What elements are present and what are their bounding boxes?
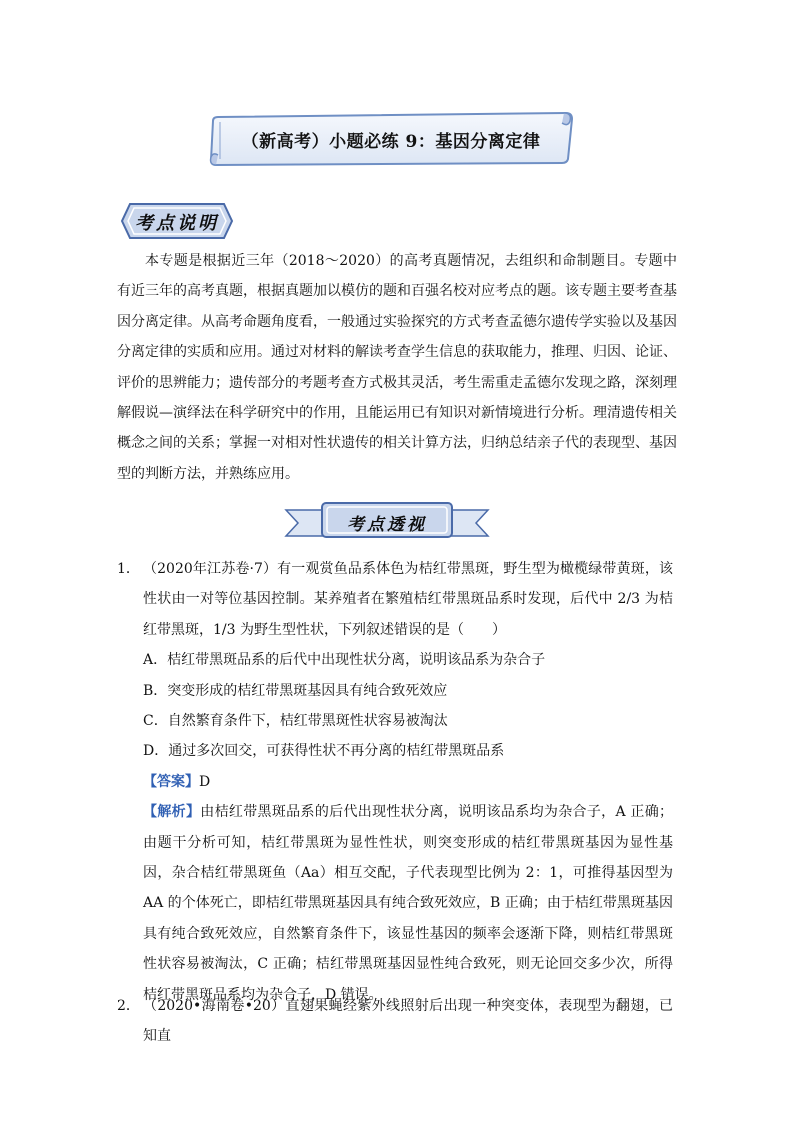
option-d: D．通过多次回交，可获得性状不再分离的桔红带黑斑品系 <box>143 743 505 760</box>
option-b: B．突变形成的桔红带黑斑基因具有纯合致死效应 <box>143 682 448 699</box>
section-title-explain: 考点说明 <box>135 213 219 234</box>
answer-tag: 【答案】 <box>143 773 199 790</box>
question-1 <box>117 554 677 1010</box>
question-stem: （2020年江苏卷·7）有一观赏鱼品系体色为桔红带黑斑，野生型为橄榄绿带黄斑，该性状由一对等位基因控制。某养殖者在繁殖桔红带黑斑品系时发现，后代中 2/3 为桔红带黑斑，1/3 为野生型性状，下列叙述错误的是（ ） <box>143 561 673 638</box>
question-number: 2． <box>117 998 140 1014</box>
question-stem: （2020•海南卷•20）直翅果蝇经紫外线照射后出现一种突变体，表现型为翻翅，已知直 <box>143 998 673 1045</box>
question-number: 1． <box>117 561 140 577</box>
answer-value: D <box>199 773 211 790</box>
answer-line <box>117 767 673 797</box>
option-c: C．自然繁育条件下，桔红带黑斑性状容易被淘汰 <box>143 713 448 730</box>
title-banner <box>208 109 574 167</box>
section-title-focus: 考点透视 <box>347 515 427 535</box>
question-2 <box>117 991 677 1052</box>
page-title: （新高考）小题必练 9：基因分离定律 <box>241 132 541 152</box>
analysis-block <box>117 797 673 1010</box>
analysis-tag: 【解析】 <box>143 804 201 821</box>
analysis-text: 由桔红带黑斑品系的后代出现性状分离，说明该品系均为杂合子，A 正确；由题干分析可知，桔红带黑斑为显性性状，则突变形成的桔红带黑斑基因为显性基因，杂合桔红带黑斑鱼（Aa）相互交配，子代表现型比例为 2：1，可推得基因型为 AA 的个体死亡，即桔红带黑斑基因具有纯合致死效应，B 正确；由于桔红带黑斑基因具有纯合致死效应，自然繁育条件下，该显性基因的频率会逐渐下降，则桔红带黑斑性状容易被淘汰，C 正确；桔红带黑斑基因显性纯合致死，则无论回交多少次，所得桔红带黑斑品系均为杂合子，D 错误。 <box>143 804 674 1003</box>
section-badge-focus <box>284 500 490 542</box>
option-a: A．桔红带黑斑品系的后代中出现性状分离，说明该品系为杂合子 <box>143 652 546 669</box>
intro-section <box>117 246 677 489</box>
intro-paragraph: 本专题是根据近三年（2018～2020）的高考真题情况，去组织和命制题目。专题中有近三年的高考真题，根据真题加以模仿的题和百强名校对应考点的题。该专题主要考查基因分离定律。从高考命题角度看，一般通过实验探究的方式考查孟德尔遗传学实验以及基因分离定律的实质和应用。通过对材料的解读考查学生信息的获取能力，推理、归因、论证、评价的思辨能力；遗传部分的考题考查方式极其灵活，考生需重走孟德尔发现之路，深刻理解假说—演绎法在科学研究中的作用，且能运用已有知识对新情境进行分析。理清遗传相关概念之间的关系；掌握一对相对性状遗传的相关计算方法，归纳总结亲子代的表现型、基因型的判断方法，并熟练应用。 <box>117 253 677 482</box>
section-badge-explain <box>120 201 234 241</box>
